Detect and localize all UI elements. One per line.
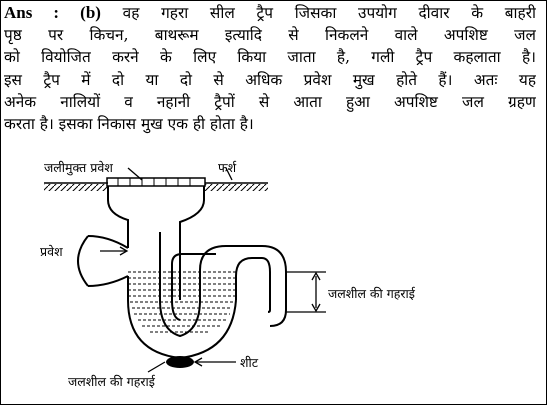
answer-line-1-text: वह गहरा सील ट्रैप जिसका उपयोग दीवार के बाहरी [122, 4, 536, 22]
label-grating-inlet: जलीमुक्त प्रवेश [44, 160, 113, 175]
label-arrows [100, 168, 236, 372]
answer-line-3: को वियोजित करने के लिए किया जाता है, गली ट्रैप कहलाता है। [4, 48, 536, 67]
side-inlet [78, 236, 128, 286]
label-floor: फर्श [218, 160, 237, 175]
answer-line-6: करता है। इसका निकास मुख एक ही होता है। [4, 115, 254, 134]
label-seal-depth-right: जलशील की गहराई [328, 286, 415, 301]
seal-depth-dimension [286, 272, 326, 312]
answer-line-4: इस ट्रैप में दो या दो से अधिक प्रवेश मुख होते हैं। अतः यह [4, 70, 536, 89]
answer-prefix: Ans : (b) [4, 3, 101, 22]
label-inlet: प्रवेश [40, 244, 63, 259]
label-seal-depth-bottom: जलशील की गहराई [68, 374, 155, 389]
answer-line-5: अनेक नालियों व नहानी ट्रैपों से आता हुआ अपशिष्ट जल ग्रहण [4, 92, 536, 111]
answer-line-2: पृष्ठ पर किचन, बाथरूम इत्यादि से निकलने वाले अपशिष्ट जल [4, 26, 536, 45]
grating-icon [107, 178, 205, 186]
label-sheet: शीट [240, 355, 259, 370]
sheet-plug-icon [166, 356, 194, 368]
water-seal [128, 272, 236, 332]
floor-ground [44, 183, 268, 191]
